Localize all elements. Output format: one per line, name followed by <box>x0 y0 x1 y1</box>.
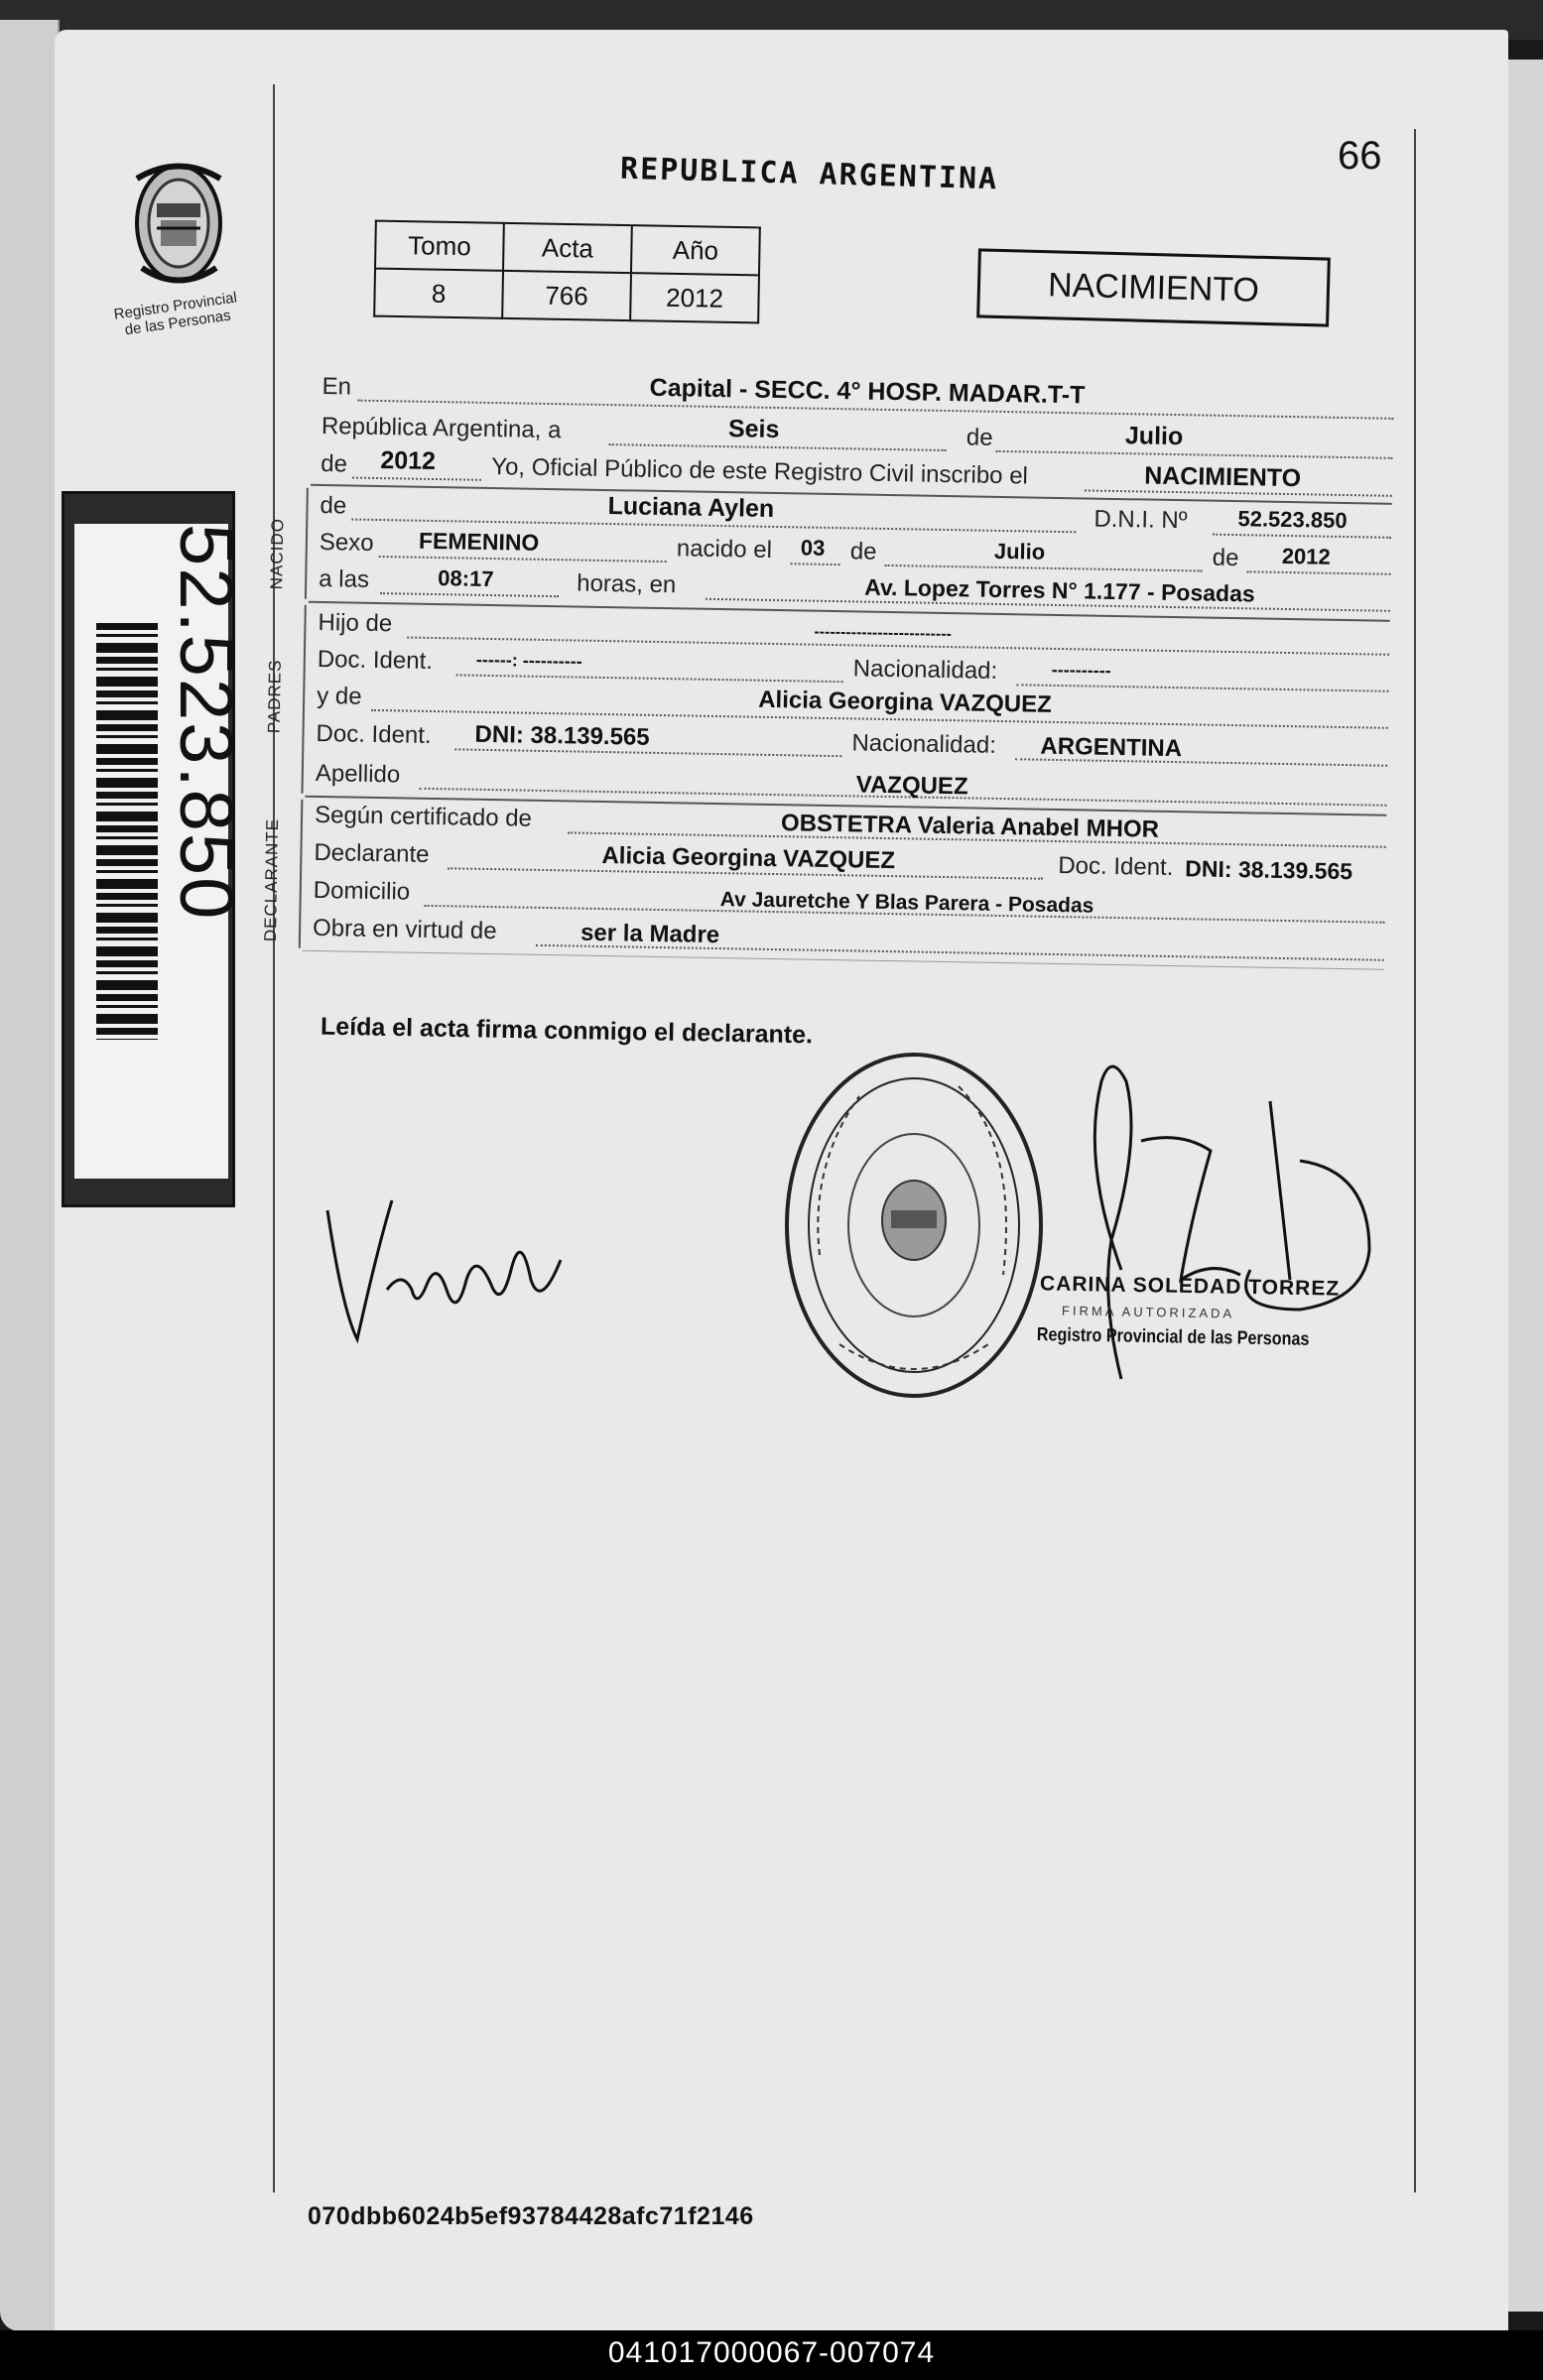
table-header-anio: Año <box>631 225 760 275</box>
table-header-tomo: Tomo <box>375 221 504 271</box>
official-signature <box>1012 1042 1409 1419</box>
value-padre: -------------------------- <box>814 623 953 644</box>
label-de-anio: de <box>1212 544 1239 572</box>
value-dia: Seis <box>727 415 780 444</box>
page-left-rule <box>273 84 275 2192</box>
section-label-declarante: DECLARANTE <box>260 817 283 942</box>
official-seal-stamp <box>780 1047 1048 1404</box>
table-value-anio: 2012 <box>630 273 759 322</box>
barcode-label <box>62 491 248 1207</box>
value-padre-nacionalidad: ---------- <box>1051 659 1111 681</box>
document-hash: 070dbb6024b5ef93784428afc71f2146 <box>308 2202 754 2230</box>
closing-statement: Leída el acta firma conmigo el declarante. <box>320 1012 814 1050</box>
label-de: de <box>965 424 993 451</box>
value-obra: ser la Madre <box>579 919 720 949</box>
table-value-tomo: 8 <box>374 269 503 318</box>
label-doc-ident-madre: Doc. Ident. <box>316 719 432 749</box>
footer-code: 041017000067-007074 <box>607 2336 936 2369</box>
label-declarante: Declarante <box>314 838 430 868</box>
tomo-acta-anio-table <box>373 220 761 324</box>
value-madre-nacionalidad: ARGENTINA <box>1040 732 1183 763</box>
value-hora: 08:17 <box>438 565 494 592</box>
label-de-mes: de <box>849 538 877 565</box>
value-dni: 52.523.850 <box>1237 506 1348 534</box>
label-republica: República Argentina, a <box>321 412 562 444</box>
value-inscribe: NACIMIENTO <box>1143 461 1302 493</box>
value-mes-nacimiento: Julio <box>993 538 1046 564</box>
value-domicilio: Av Jauretche Y Blas Parera - Posadas <box>719 888 1094 918</box>
value-anio-nacimiento: 2012 <box>1281 543 1331 569</box>
label-sexo: Sexo <box>319 528 374 557</box>
label-oficial: Yo, Oficial Público de este Registro Civil inscribo el <box>491 452 1029 490</box>
book-left-edge <box>0 20 60 2331</box>
value-padre-doc: ------: ---------- <box>475 649 582 672</box>
label-obra: Obra en virtud de <box>312 914 497 945</box>
label-doc-ident: Doc. Ident. <box>317 645 434 675</box>
value-lugar: Av. Lopez Torres N° 1.177 - Posadas <box>863 573 1255 607</box>
label-de2: de <box>321 449 348 478</box>
label-nacido: nacido el <box>676 535 773 564</box>
label-doc-ident-declarante: Doc. Ident. <box>1058 852 1174 882</box>
value-en: Capital - SECC. 4° HOSP. MADAR.T-T <box>649 373 1086 410</box>
value-certificado: OBSTETRA Valeria Anabel MHOR <box>780 810 1160 843</box>
value-mes: Julio <box>1124 422 1184 451</box>
label-en: En <box>321 372 352 401</box>
table-header-acta: Acta <box>503 223 632 273</box>
official-name: CARINA SOLEDAD TORREZ <box>1039 1272 1341 1301</box>
value-apellido: VAZQUEZ <box>855 771 968 801</box>
label-horas-en: horas, en <box>576 569 677 599</box>
logo-caption: Registro Provincial de las Personas <box>112 289 238 339</box>
value-anio: 2012 <box>380 446 437 476</box>
official-organization: Registro Provincial de las Personas <box>1036 1324 1310 1350</box>
label-dni: D.N.I. Nº <box>1093 505 1188 535</box>
label-domicilio: Domicilio <box>313 876 411 906</box>
page-right-rule <box>1414 129 1416 2192</box>
declarante-signature <box>318 1190 576 1349</box>
barcode-bars <box>96 623 158 1040</box>
label-certificado: Según certificado de <box>314 801 533 832</box>
label-apellido: Apellido <box>315 759 401 789</box>
value-declarante: Alicia Georgina VAZQUEZ <box>601 841 896 875</box>
label-nacionalidad-madre: Nacionalidad: <box>851 729 997 759</box>
page-number: 66 <box>1338 134 1382 178</box>
barcode-number: 52.523.850 <box>164 524 248 922</box>
label-alas: a las <box>319 564 370 593</box>
table-value-acta: 766 <box>502 271 631 320</box>
official-role: FIRMA AUTORIZADA <box>1061 1303 1235 1321</box>
value-dia-nacimiento: 03 <box>800 535 826 561</box>
value-nombre: Luciana Aylen <box>607 492 775 523</box>
value-declarante-doc: DNI: 38.139.565 <box>1185 855 1353 885</box>
label-nacionalidad: Nacionalidad: <box>852 655 998 685</box>
label-y-de: y de <box>316 682 362 710</box>
value-madre: Alicia Georgina VAZQUEZ <box>757 686 1053 718</box>
section-label-padres: PADRES <box>264 659 285 734</box>
section-label-nacido: NACIDO <box>267 517 288 590</box>
value-sexo: FEMENINO <box>418 527 540 556</box>
label-de-nombre: de <box>320 491 347 520</box>
label-hijo-de: Hijo de <box>318 608 393 638</box>
value-madre-doc: DNI: 38.139.565 <box>474 720 650 751</box>
record-type-box: NACIMIENTO <box>976 248 1331 326</box>
country-title: REPUBLICA ARGENTINA <box>619 151 999 197</box>
